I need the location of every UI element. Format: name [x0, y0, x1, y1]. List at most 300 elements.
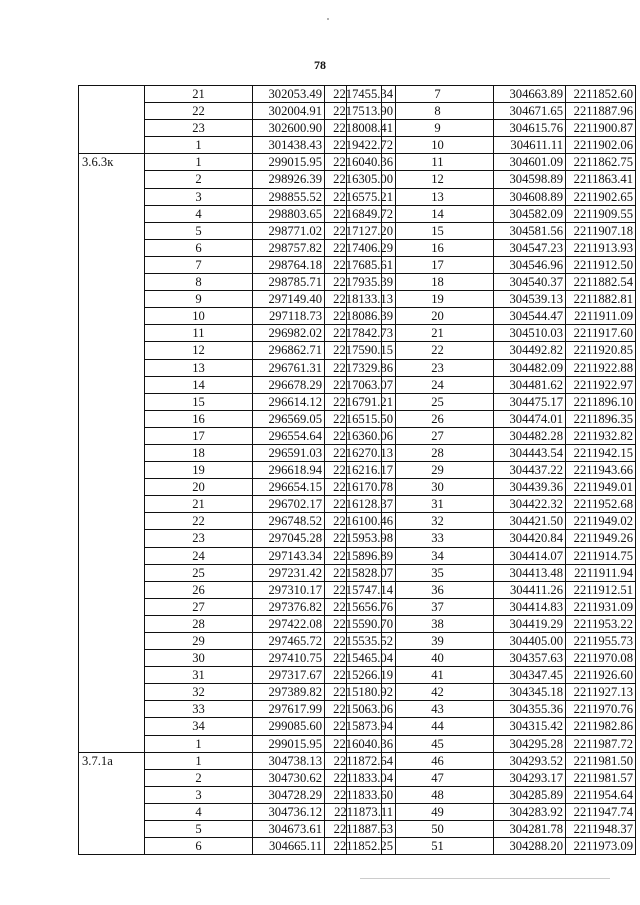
y-coordinate-cell: 2211954.64: [566, 786, 636, 803]
table-row: [347, 308, 636, 325]
x-coordinate-cell: 304736.12: [253, 803, 325, 820]
point-number-cell: 46: [382, 752, 494, 769]
point-number-cell: 20: [382, 308, 494, 325]
y-coordinate-cell: 2215828.07: [325, 564, 396, 581]
x-coordinate-cell: 296554.64: [253, 427, 325, 444]
table-row: [347, 598, 636, 615]
point-number-cell: 47: [382, 769, 494, 786]
point-number-cell: 21: [145, 496, 253, 513]
y-coordinate-cell: 2211949.26: [566, 530, 636, 547]
table-row: [347, 821, 636, 838]
y-coordinate-cell: 2211970.76: [566, 701, 636, 718]
x-coordinate-cell: 299015.95: [253, 735, 325, 752]
x-coordinate-cell: 304411.26: [494, 581, 566, 598]
point-number-cell: 44: [382, 718, 494, 735]
point-number-cell: 25: [382, 393, 494, 410]
table-row: [347, 633, 636, 650]
y-coordinate-cell: 2211902.06: [566, 137, 636, 154]
point-number-cell: 25: [145, 564, 253, 581]
point-number-cell: 30: [145, 650, 253, 667]
y-coordinate-cell: 2211833.04: [325, 769, 396, 786]
x-coordinate-cell: 304544.47: [494, 308, 566, 325]
y-coordinate-cell: 2216305.00: [325, 171, 396, 188]
x-coordinate-cell: 304293.17: [494, 769, 566, 786]
table-row: [347, 530, 636, 547]
x-coordinate-cell: 304474.01: [494, 410, 566, 427]
y-coordinate-cell: 2211932.82: [566, 427, 636, 444]
point-number-cell: 29: [145, 633, 253, 650]
point-number-cell: 20: [145, 479, 253, 496]
y-coordinate-cell: 2217842.73: [325, 325, 396, 342]
y-coordinate-cell: 2215180.92: [325, 684, 396, 701]
y-coordinate-cell: 2211911.94: [566, 564, 636, 581]
x-coordinate-cell: 296678.29: [253, 376, 325, 393]
y-coordinate-cell: 2211927.13: [566, 684, 636, 701]
point-number-cell: 32: [145, 684, 253, 701]
y-coordinate-cell: 2215266.19: [325, 667, 396, 684]
y-coordinate-cell: 2211912.50: [566, 256, 636, 273]
x-coordinate-cell: 304492.82: [494, 342, 566, 359]
y-coordinate-cell: 2211907.18: [566, 222, 636, 239]
point-number-cell: 16: [145, 410, 253, 427]
point-number-cell: 26: [145, 581, 253, 598]
x-coordinate-cell: 304281.78: [494, 821, 566, 838]
y-coordinate-cell: 2211922.97: [566, 376, 636, 393]
table-row: [347, 684, 636, 701]
x-coordinate-cell: 304539.13: [494, 291, 566, 308]
y-coordinate-cell: 2215873.94: [325, 718, 396, 735]
table-row: [347, 838, 636, 855]
point-number-cell: 21: [382, 325, 494, 342]
y-coordinate-cell: 2217455.34: [325, 86, 396, 103]
table-row: [347, 239, 636, 256]
point-number-cell: 23: [145, 120, 253, 137]
point-number-cell: 24: [382, 376, 494, 393]
table-row: [347, 581, 636, 598]
x-coordinate-cell: 299015.95: [253, 154, 325, 171]
point-number-cell: 7: [145, 256, 253, 273]
table-row: [347, 154, 636, 171]
y-coordinate-cell: 2211922.88: [566, 359, 636, 376]
x-coordinate-cell: 304547.23: [494, 239, 566, 256]
point-number-cell: 2: [145, 769, 253, 786]
y-coordinate-cell: 2211911.09: [566, 308, 636, 325]
point-number-cell: 4: [145, 205, 253, 222]
right-table-body: [347, 86, 636, 855]
point-number-cell: 13: [145, 359, 253, 376]
y-coordinate-cell: 2218133.13: [325, 291, 396, 308]
x-coordinate-cell: 304581.56: [494, 222, 566, 239]
x-coordinate-cell: 304283.92: [494, 803, 566, 820]
point-number-cell: 4: [145, 803, 253, 820]
point-number-cell: 8: [145, 274, 253, 291]
x-coordinate-cell: 304413.48: [494, 564, 566, 581]
x-coordinate-cell: 296748.52: [253, 513, 325, 530]
table-row: [347, 103, 636, 120]
point-number-cell: 5: [145, 821, 253, 838]
y-coordinate-cell: 2211948.37: [566, 821, 636, 838]
x-coordinate-cell: 304728.29: [253, 786, 325, 803]
x-coordinate-cell: 297617.99: [253, 701, 325, 718]
table-row: [347, 462, 636, 479]
point-number-cell: 12: [382, 171, 494, 188]
x-coordinate-cell: 297376.82: [253, 598, 325, 615]
table-row: [347, 393, 636, 410]
y-coordinate-cell: 2211981.57: [566, 769, 636, 786]
x-coordinate-cell: 304437.22: [494, 462, 566, 479]
x-coordinate-cell: 297231.42: [253, 564, 325, 581]
point-number-cell: 3: [145, 188, 253, 205]
y-coordinate-cell: 2215535.52: [325, 633, 396, 650]
table-row: [347, 410, 636, 427]
x-coordinate-cell: 304665.11: [253, 838, 325, 855]
table-row: [347, 615, 636, 632]
y-coordinate-cell: 2211882.54: [566, 274, 636, 291]
x-coordinate-cell: 304611.11: [494, 137, 566, 154]
y-coordinate-cell: 2217329.86: [325, 359, 396, 376]
y-coordinate-cell: 2215063.06: [325, 701, 396, 718]
x-coordinate-cell: 296862.71: [253, 342, 325, 359]
x-coordinate-cell: 297317.67: [253, 667, 325, 684]
x-coordinate-cell: 304288.20: [494, 838, 566, 855]
table-row: [347, 547, 636, 564]
table-row: [347, 274, 636, 291]
point-number-cell: 12: [145, 342, 253, 359]
y-coordinate-cell: 2211942.15: [566, 444, 636, 461]
x-coordinate-cell: 304421.50: [494, 513, 566, 530]
table-row: [347, 137, 636, 154]
point-number-cell: 31: [145, 667, 253, 684]
section-cell: [347, 86, 382, 855]
x-coordinate-cell: 304615.76: [494, 120, 566, 137]
x-coordinate-cell: 297422.08: [253, 615, 325, 632]
y-coordinate-cell: 2217590.15: [325, 342, 396, 359]
table-row: [347, 718, 636, 735]
x-coordinate-cell: 304540.37: [494, 274, 566, 291]
point-number-cell: 7: [382, 86, 494, 103]
x-coordinate-cell: 304420.84: [494, 530, 566, 547]
y-coordinate-cell: 2211949.02: [566, 513, 636, 530]
x-coordinate-cell: 304405.00: [494, 633, 566, 650]
point-number-cell: 14: [145, 376, 253, 393]
y-coordinate-cell: 2217935.39: [325, 274, 396, 291]
x-coordinate-cell: 304347.45: [494, 667, 566, 684]
table-row: [347, 564, 636, 581]
y-coordinate-cell: 2211896.10: [566, 393, 636, 410]
point-number-cell: 23: [145, 530, 253, 547]
y-coordinate-cell: 2211931.09: [566, 598, 636, 615]
table-row: [347, 188, 636, 205]
point-number-cell: 28: [382, 444, 494, 461]
x-coordinate-cell: 297118.73: [253, 308, 325, 325]
y-coordinate-cell: 2216791.21: [325, 393, 396, 410]
x-coordinate-cell: 302053.49: [253, 86, 325, 103]
x-coordinate-cell: 298785.71: [253, 274, 325, 291]
point-number-cell: 50: [382, 821, 494, 838]
y-coordinate-cell: 2211902.65: [566, 188, 636, 205]
y-coordinate-cell: 2211987.72: [566, 735, 636, 752]
point-number-cell: 38: [382, 615, 494, 632]
y-coordinate-cell: 2211981.50: [566, 752, 636, 769]
point-number-cell: 19: [145, 462, 253, 479]
x-coordinate-cell: 304601.09: [494, 154, 566, 171]
x-coordinate-cell: 304422.32: [494, 496, 566, 513]
x-coordinate-cell: 304357.63: [494, 650, 566, 667]
x-coordinate-cell: 301438.43: [253, 137, 325, 154]
point-number-cell: 39: [382, 633, 494, 650]
x-coordinate-cell: 298764.18: [253, 256, 325, 273]
y-coordinate-cell: 2218008.41: [325, 120, 396, 137]
point-number-cell: 35: [382, 564, 494, 581]
point-number-cell: 33: [145, 701, 253, 718]
x-coordinate-cell: 296618.94: [253, 462, 325, 479]
point-number-cell: 2: [145, 171, 253, 188]
x-coordinate-cell: 304598.89: [494, 171, 566, 188]
y-coordinate-cell: 2211949.01: [566, 479, 636, 496]
table-row: [347, 205, 636, 222]
table-row: [347, 513, 636, 530]
y-coordinate-cell: 2215465.04: [325, 650, 396, 667]
y-coordinate-cell: 2211887.53: [325, 821, 396, 838]
x-coordinate-cell: 296654.15: [253, 479, 325, 496]
y-coordinate-cell: 2211947.74: [566, 803, 636, 820]
table-row: [347, 444, 636, 461]
x-coordinate-cell: 304439.36: [494, 479, 566, 496]
x-coordinate-cell: 297410.75: [253, 650, 325, 667]
point-number-cell: 1: [145, 137, 253, 154]
y-coordinate-cell: 2216216.17: [325, 462, 396, 479]
y-coordinate-cell: 2216170.78: [325, 479, 396, 496]
point-number-cell: 27: [382, 427, 494, 444]
point-number-cell: 32: [382, 513, 494, 530]
y-coordinate-cell: 2211872.64: [325, 752, 396, 769]
y-coordinate-cell: 2216515.50: [325, 410, 396, 427]
y-coordinate-cell: 2211943.66: [566, 462, 636, 479]
y-coordinate-cell: 2211852.60: [566, 86, 636, 103]
x-coordinate-cell: 304482.28: [494, 427, 566, 444]
y-coordinate-cell: 2217063.07: [325, 376, 396, 393]
point-number-cell: 9: [382, 120, 494, 137]
x-coordinate-cell: 304673.61: [253, 821, 325, 838]
point-number-cell: 22: [145, 513, 253, 530]
y-coordinate-cell: 2219422.72: [325, 137, 396, 154]
y-coordinate-cell: 2216575.21: [325, 188, 396, 205]
point-number-cell: 18: [382, 274, 494, 291]
x-coordinate-cell: 297465.72: [253, 633, 325, 650]
x-coordinate-cell: 297389.82: [253, 684, 325, 701]
y-coordinate-cell: 2211909.55: [566, 205, 636, 222]
y-coordinate-cell: 2217513.90: [325, 103, 396, 120]
y-coordinate-cell: 2211912.51: [566, 581, 636, 598]
point-number-cell: 29: [382, 462, 494, 479]
x-coordinate-cell: 304475.17: [494, 393, 566, 410]
point-number-cell: 8: [382, 103, 494, 120]
table-row: [347, 650, 636, 667]
point-number-cell: 10: [145, 308, 253, 325]
y-coordinate-cell: 2211952.68: [566, 496, 636, 513]
y-coordinate-cell: 2218086.39: [325, 308, 396, 325]
point-number-cell: 34: [382, 547, 494, 564]
section-cell: 3.7.1а: [79, 752, 145, 855]
y-coordinate-cell: 2217127.20: [325, 222, 396, 239]
point-number-cell: 23: [382, 359, 494, 376]
y-coordinate-cell: 2211833.60: [325, 786, 396, 803]
point-number-cell: 10: [382, 137, 494, 154]
x-coordinate-cell: 304345.18: [494, 684, 566, 701]
point-number-cell: 11: [145, 325, 253, 342]
point-number-cell: 22: [145, 103, 253, 120]
point-number-cell: 3: [145, 786, 253, 803]
y-coordinate-cell: 2211852.25: [325, 838, 396, 855]
point-number-cell: 6: [145, 239, 253, 256]
y-coordinate-cell: 2211900.87: [566, 120, 636, 137]
y-coordinate-cell: 2211863.41: [566, 171, 636, 188]
y-coordinate-cell: 2211970.08: [566, 650, 636, 667]
point-number-cell: 6: [145, 838, 253, 855]
table-row: [347, 803, 636, 820]
y-coordinate-cell: 2215747.14: [325, 581, 396, 598]
x-coordinate-cell: 304482.09: [494, 359, 566, 376]
section-cell: 3.6.3к: [79, 154, 145, 752]
table-row: [347, 667, 636, 684]
table-row: [347, 222, 636, 239]
x-coordinate-cell: 304443.54: [494, 444, 566, 461]
y-coordinate-cell: 2217406.29: [325, 239, 396, 256]
section-cell: [79, 86, 145, 154]
y-coordinate-cell: 2211920.85: [566, 342, 636, 359]
table-row: [347, 479, 636, 496]
point-number-cell: 36: [382, 581, 494, 598]
y-coordinate-cell: 2215896.89: [325, 547, 396, 564]
point-number-cell: 51: [382, 838, 494, 855]
x-coordinate-cell: 304481.62: [494, 376, 566, 393]
table-row: [347, 701, 636, 718]
y-coordinate-cell: 2215656.76: [325, 598, 396, 615]
x-coordinate-cell: 304295.28: [494, 735, 566, 752]
point-number-cell: 21: [145, 86, 253, 103]
point-number-cell: 19: [382, 291, 494, 308]
y-coordinate-cell: 2215953.98: [325, 530, 396, 547]
point-number-cell: 16: [382, 239, 494, 256]
table-row: [347, 342, 636, 359]
point-number-cell: 43: [382, 701, 494, 718]
y-coordinate-cell: 2211913.93: [566, 239, 636, 256]
point-number-cell: 1: [145, 735, 253, 752]
y-coordinate-cell: 2216100.46: [325, 513, 396, 530]
x-coordinate-cell: 304608.89: [494, 188, 566, 205]
point-number-cell: 18: [145, 444, 253, 461]
right-coordinates-table: [346, 85, 636, 855]
x-coordinate-cell: 298771.02: [253, 222, 325, 239]
table-row: [347, 496, 636, 513]
x-coordinate-cell: 298803.65: [253, 205, 325, 222]
table-row: [347, 735, 636, 752]
point-number-cell: 26: [382, 410, 494, 427]
x-coordinate-cell: 298855.52: [253, 188, 325, 205]
x-coordinate-cell: 304414.07: [494, 547, 566, 564]
x-coordinate-cell: 304671.65: [494, 103, 566, 120]
point-number-cell: 42: [382, 684, 494, 701]
y-coordinate-cell: 2216040.36: [325, 735, 396, 752]
x-coordinate-cell: 298926.39: [253, 171, 325, 188]
x-coordinate-cell: 297149.40: [253, 291, 325, 308]
point-number-cell: 15: [145, 393, 253, 410]
y-coordinate-cell: 2211926.60: [566, 667, 636, 684]
x-coordinate-cell: 297143.34: [253, 547, 325, 564]
x-coordinate-cell: 296569.05: [253, 410, 325, 427]
point-number-cell: 30: [382, 479, 494, 496]
y-coordinate-cell: 2211887.96: [566, 103, 636, 120]
y-coordinate-cell: 2211882.81: [566, 291, 636, 308]
point-number-cell: 22: [382, 342, 494, 359]
x-coordinate-cell: 304414.83: [494, 598, 566, 615]
x-coordinate-cell: 304663.89: [494, 86, 566, 103]
y-coordinate-cell: 2216360.06: [325, 427, 396, 444]
point-number-cell: 11: [382, 154, 494, 171]
x-coordinate-cell: 304315.42: [494, 718, 566, 735]
y-coordinate-cell: 2216270.13: [325, 444, 396, 461]
point-number-cell: 5: [145, 222, 253, 239]
x-coordinate-cell: 304582.09: [494, 205, 566, 222]
table-row: [347, 427, 636, 444]
y-coordinate-cell: 2211896.35: [566, 410, 636, 427]
y-coordinate-cell: 2217685.61: [325, 256, 396, 273]
x-coordinate-cell: 296591.03: [253, 444, 325, 461]
x-coordinate-cell: 304355.36: [494, 701, 566, 718]
y-coordinate-cell: 2216849.72: [325, 205, 396, 222]
x-coordinate-cell: 304546.96: [494, 256, 566, 273]
table-row: [347, 291, 636, 308]
table-row: [347, 256, 636, 273]
point-number-cell: 37: [382, 598, 494, 615]
table-row: [347, 325, 636, 342]
y-coordinate-cell: 2211917.60: [566, 325, 636, 342]
y-coordinate-cell: 2216040.36: [325, 154, 396, 171]
point-number-cell: 13: [382, 188, 494, 205]
y-coordinate-cell: 2211914.75: [566, 547, 636, 564]
x-coordinate-cell: 298757.82: [253, 239, 325, 256]
x-coordinate-cell: 299085.60: [253, 718, 325, 735]
scan-speck: [327, 18, 329, 20]
table-row: [347, 376, 636, 393]
point-number-cell: 9: [145, 291, 253, 308]
scan-edge-line: [360, 878, 610, 879]
table-row: [347, 120, 636, 137]
x-coordinate-cell: 304730.62: [253, 769, 325, 786]
y-coordinate-cell: 2211973.09: [566, 838, 636, 855]
x-coordinate-cell: 304285.89: [494, 786, 566, 803]
y-coordinate-cell: 2211982.86: [566, 718, 636, 735]
x-coordinate-cell: 297045.28: [253, 530, 325, 547]
x-coordinate-cell: 304293.52: [494, 752, 566, 769]
y-coordinate-cell: 2211873.11: [325, 803, 396, 820]
y-coordinate-cell: 2211955.73: [566, 633, 636, 650]
point-number-cell: 33: [382, 530, 494, 547]
point-number-cell: 40: [382, 650, 494, 667]
table-row: [347, 752, 636, 769]
point-number-cell: 24: [145, 547, 253, 564]
x-coordinate-cell: 296982.02: [253, 325, 325, 342]
y-coordinate-cell: 2211862.75: [566, 154, 636, 171]
point-number-cell: 49: [382, 803, 494, 820]
x-coordinate-cell: 302600.90: [253, 120, 325, 137]
point-number-cell: 1: [145, 752, 253, 769]
y-coordinate-cell: 2215590.70: [325, 615, 396, 632]
point-number-cell: 34: [145, 718, 253, 735]
table-row: [347, 786, 636, 803]
x-coordinate-cell: 304419.29: [494, 615, 566, 632]
point-number-cell: 17: [382, 256, 494, 273]
